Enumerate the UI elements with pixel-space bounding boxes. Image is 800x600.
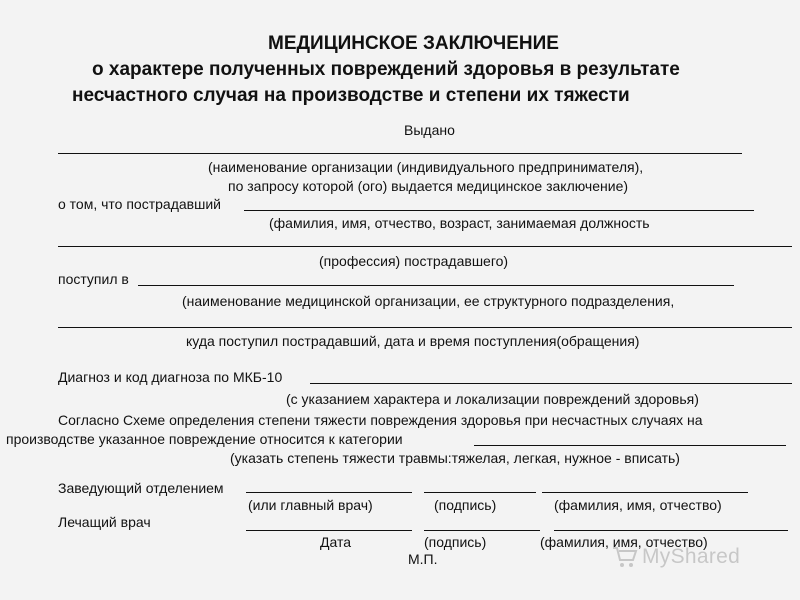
request-hint: по запросу которой (ого) выдается медицинское заключение) [228, 178, 629, 194]
issued-label: Выдано [404, 122, 455, 138]
diagnosis-line[interactable] [310, 383, 792, 384]
issued-to-line[interactable] [58, 153, 742, 154]
head-position-line[interactable] [246, 492, 412, 493]
head-hint-signature: (подпись) [434, 497, 497, 513]
head-label: Заведующий отделением [58, 480, 224, 496]
doctor-date-line[interactable] [246, 530, 412, 531]
admitted-line[interactable] [138, 285, 734, 286]
victim-line-2[interactable] [58, 246, 792, 247]
doctor-hint-date: Дата [320, 534, 352, 550]
stamp-label: М.П. [408, 551, 438, 567]
doctor-label: Лечащий врач [58, 514, 151, 530]
head-signature-line[interactable] [424, 492, 536, 493]
head-hint-position: (или главный врач) [248, 497, 373, 513]
victim-hint: (фамилия, имя, отчество, возраст, занимаемая должность [269, 215, 650, 231]
org-name-hint: (наименование организации (индивидуального предпринимателя), [208, 159, 644, 175]
title-line-2: о характере полученных повреждений здоровья в результате [92, 59, 680, 80]
admitted-label: поступил в [58, 271, 129, 287]
severity-line[interactable] [474, 445, 786, 446]
doctor-signature-line[interactable] [424, 530, 540, 531]
doctor-hint-name: (фамилия, имя, отчество) [540, 534, 708, 550]
diagnosis-hint: (с указанием характера и локализации повреждений здоровья) [286, 391, 699, 407]
title-line-1: МЕДИЦИНСКОЕ ЗАКЛЮЧЕНИЕ [268, 33, 559, 54]
admission-hint: куда поступил пострадавший, дата и время поступления(обращения) [186, 333, 640, 349]
watermark-text: MyShared [642, 545, 741, 568]
scheme-text-2: производстве указанное повреждение относится к категории [6, 431, 403, 447]
severity-hint: (указать степень тяжести травмы:тяжелая, легкая, нужное - вписать) [230, 450, 680, 466]
diagnosis-label: Диагноз и код диагноза по МКБ-10 [58, 369, 283, 385]
profession-hint: (профессия) пострадавшего) [319, 253, 509, 269]
scheme-text-1: Согласно Схеме определения степени тяжести повреждения здоровья при несчастных случаях на [58, 412, 703, 428]
medorg-hint: (наименование медицинской организации, ее структурного подразделения, [182, 293, 675, 309]
admitted-line-2[interactable] [58, 327, 792, 328]
cart-icon [612, 545, 638, 569]
victim-label: о том, что пострадавший [58, 196, 221, 212]
doctor-hint-signature: (подпись) [424, 534, 487, 550]
title-line-3: несчастного случая на производстве и степени их тяжести [72, 85, 630, 106]
watermark [612, 543, 762, 571]
doctor-name-line[interactable] [554, 530, 788, 531]
victim-line[interactable] [244, 210, 754, 211]
head-hint-name: (фамилия, имя, отчество) [554, 497, 722, 513]
head-name-line[interactable] [542, 492, 748, 493]
